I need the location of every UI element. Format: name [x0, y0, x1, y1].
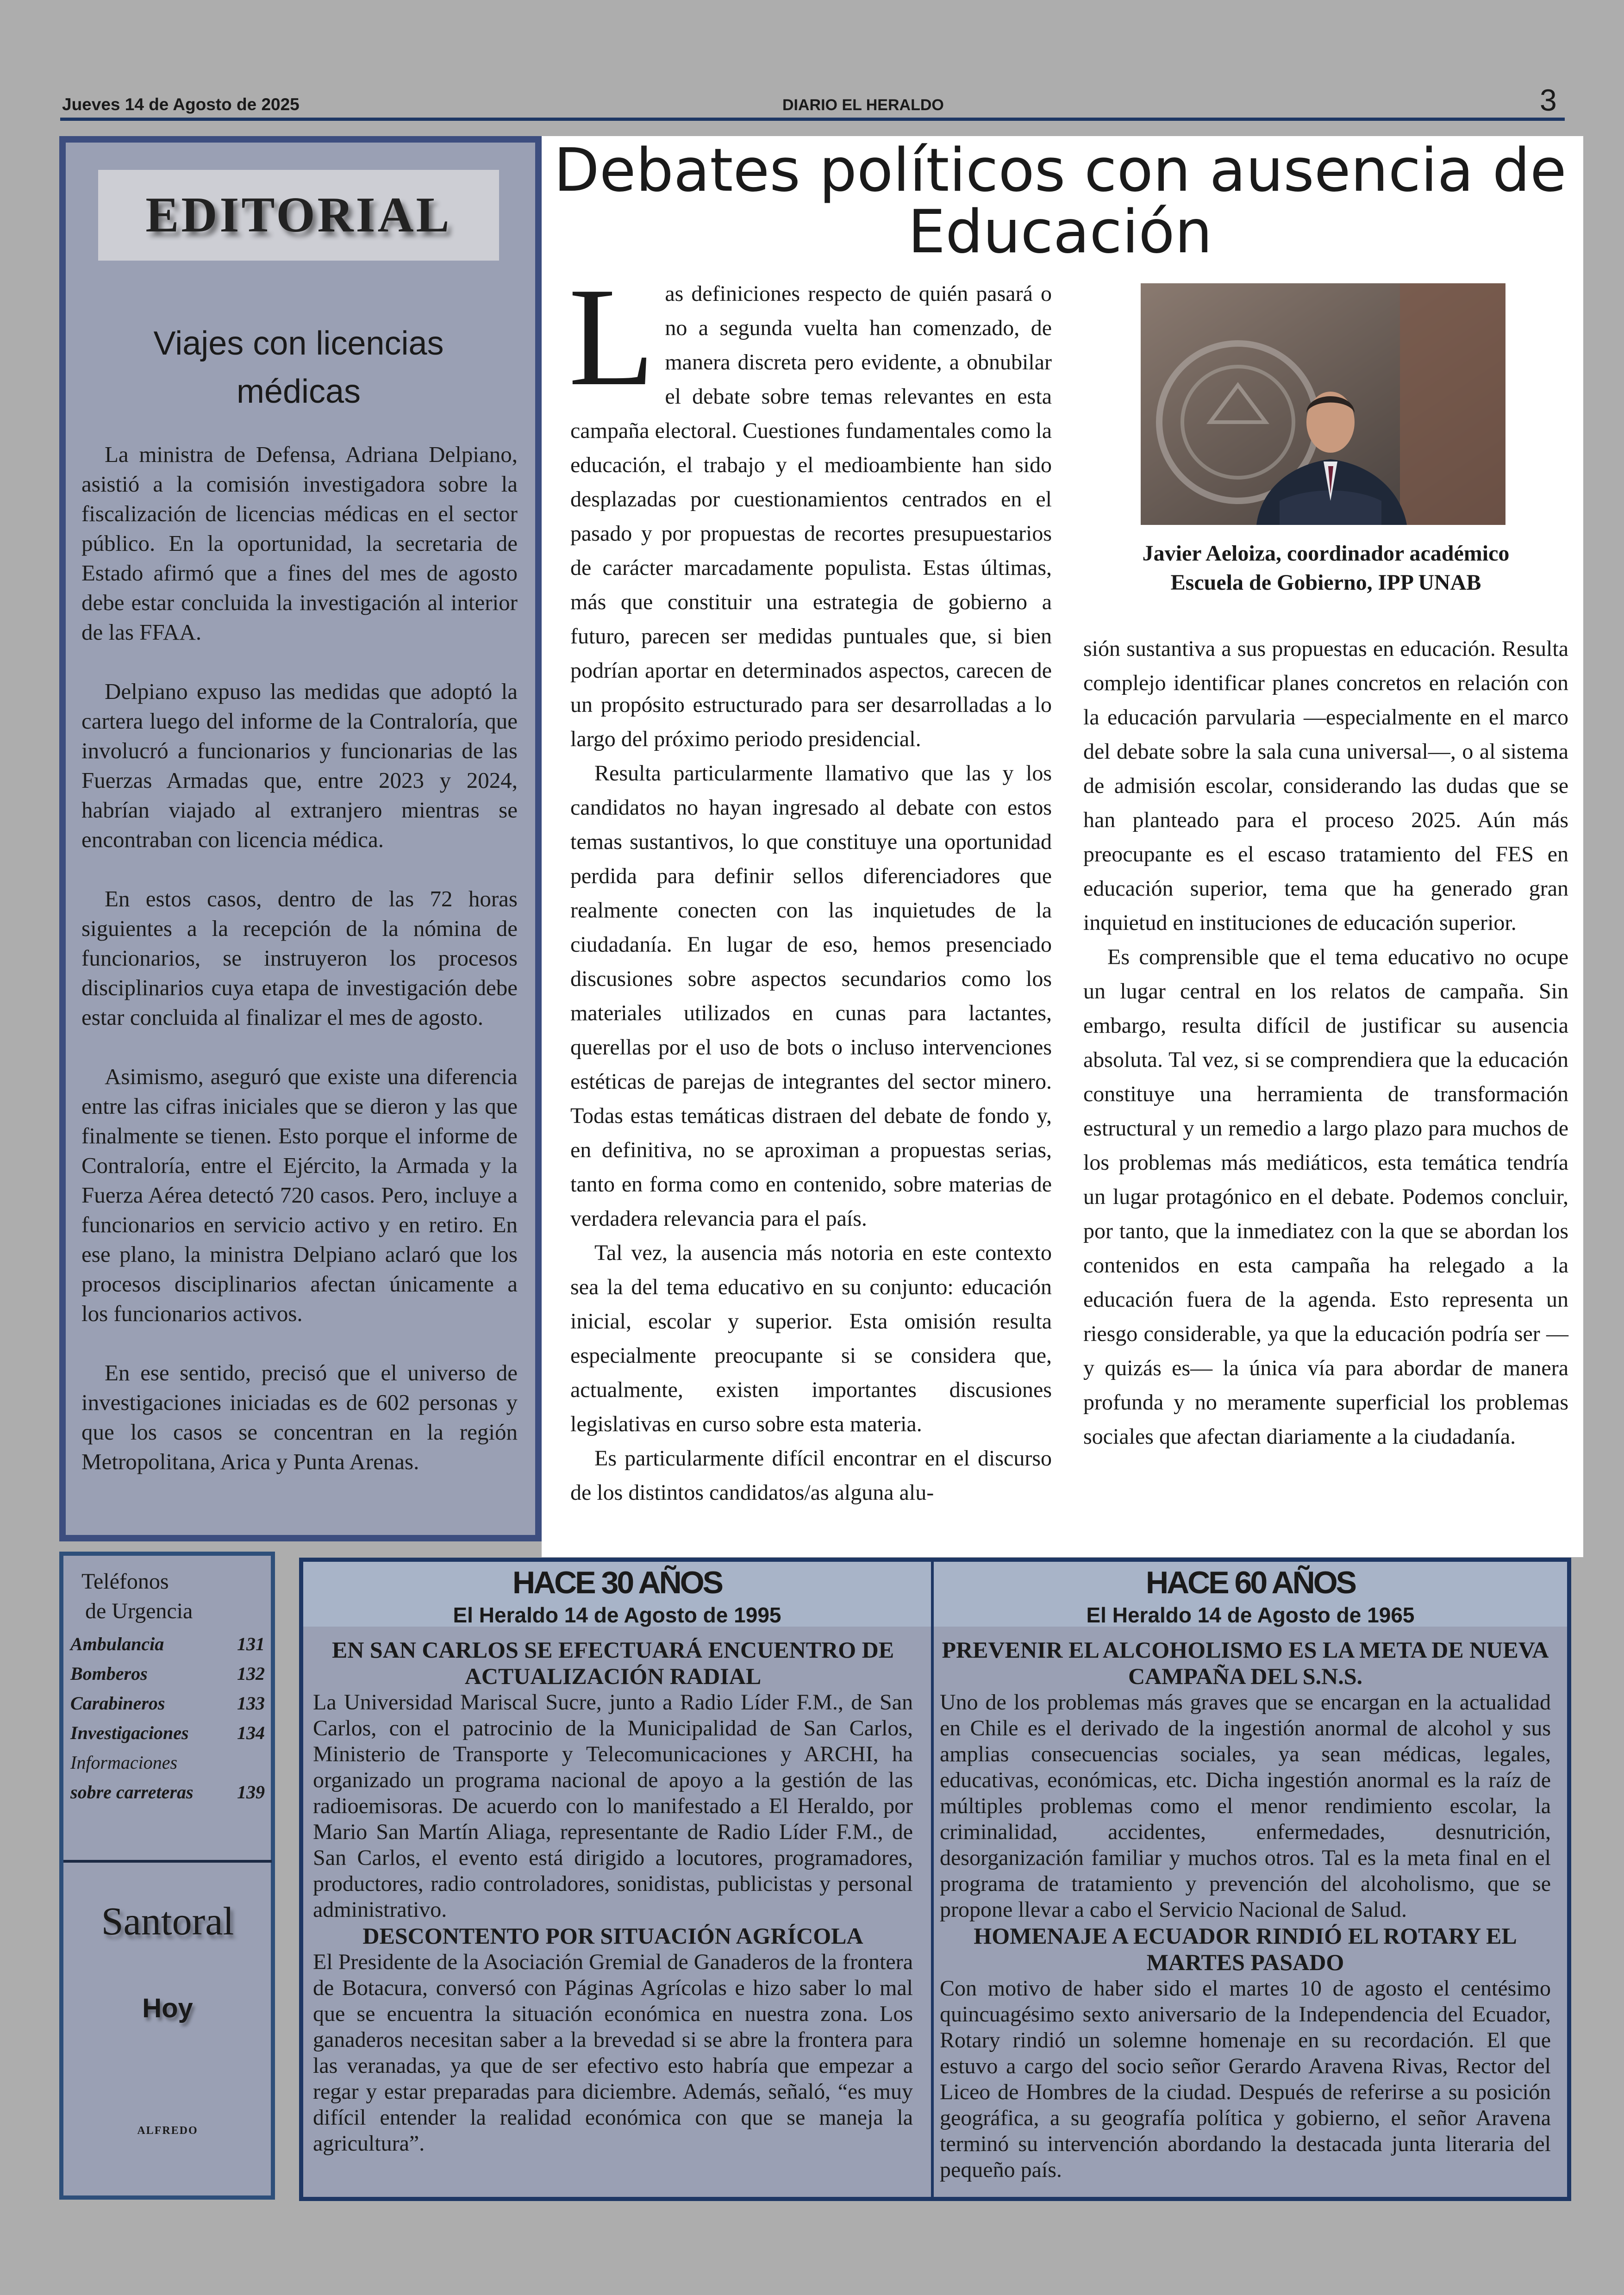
phone-number: 133 [237, 1693, 265, 1714]
story-headline: PREVENIR EL ALCOHOLISMO ES LA META DE NUEVA CAMPAÑA DEL S.N.S. [942, 1637, 1549, 1689]
santoral-saint-name: ALFREDO [137, 2125, 198, 2137]
archive-divider [931, 1560, 934, 2199]
phone-row [70, 1777, 265, 1807]
phone-number: 139 [237, 1782, 265, 1802]
editorial-paragraph: La ministra de Defensa, Adriana Delpiano, asistió a la comisión investigadora sobre la fiscalización de licencias médicas en el sector público. En la oportunidad, la secretaria de Estado afirmó que a fines del mes de agosto debe estar concluida la investigación al interior de las FFAA. [81, 442, 518, 645]
phone-number: 131 [237, 1634, 265, 1654]
phones-title-line: Teléfonos [81, 1569, 169, 1594]
phone-name: Carabineros [70, 1693, 165, 1714]
header-rule [60, 118, 1565, 121]
hace60-stories [940, 1637, 1551, 2183]
phones-title [81, 1567, 193, 1626]
phone-name: Investigaciones [70, 1722, 189, 1743]
sidebar-divider [63, 1860, 272, 1863]
editorial-paragraph: En ese sentido, precisó que el universo de investigaciones iniciadas es de 602 personas y que los casos se concentran en la región Metropolitana, Arica y Punta Arenas. [81, 1360, 518, 1474]
author-photo-image [1141, 283, 1505, 525]
phone-name: Bomberos [70, 1663, 148, 1684]
phone-name: sobre carreteras [70, 1782, 194, 1802]
phone-row [70, 1748, 265, 1777]
hace60-title: HACE 60 AÑOS [1145, 1565, 1355, 1600]
newspaper-name: DIARIO EL HERALDO [782, 96, 944, 114]
editorial-paragraph: Delpiano expuso las medidas que adoptó la cartera luego del informe de la Contraloría, que involucró a funcionarios y funcionarias de las Fuerzas Armadas que, entre 2023 y 2024, habrían viajado al extranjero mientras se encontraban con licencia médica. [81, 679, 518, 852]
story-body: La Universidad Mariscal Sucre, junto a Radio Líder F.M., de San Carlos, con el patrocinio de la Municipalidad de San Carlos, Ministerio de Transporte y Telecomunicaciones y ARCHI, ha organizado un programa nacional de apoyo a la gestión de las radioemisoras. De acuerdo con lo manifestado a El Heraldo, por Mario San Martín Aliaga, representante de Radio Líder F.M., de San Carlos, el evento está dirigido a locutores, programadores, productores, radio controladores, sonidistas, publicistas y personal administrativo. [313, 1690, 913, 1922]
article-paragraph: Tal vez, la ausencia más notoria en este contexto sea la del tema educativo en su conjunto: educación inicial, escolar y superior. Esta omisión resulta especialmente preocupante si se considera que, actualmente, existen importantes discusiones legislativas en curso sobre esta materia. [570, 1241, 1052, 1436]
story-headline: DESCONTENTO POR SITUACIÓN AGRÍCOLA [362, 1923, 863, 1949]
story-body: Con motivo de haber sido el martes 10 de agosto el centésimo quincuagésimo sexto aniversario de la Independencia del Ecuador, Rotary rindió un solemne homenaje en su recordación. El que estuvo a cargo del socio señor Gerardo Aravena Rivas, Rector del Liceo de Hombres de la ciudad. Después de referirse a su posición geográfica, a su geografía política y gobierno, el señor Aravena terminó su intervención abordando la destacada junta literaria del pequeño país. [940, 1976, 1551, 2182]
phone-name: Informaciones [70, 1752, 178, 1773]
hace60-subtitle: El Heraldo 14 de Agosto de 1965 [1086, 1603, 1415, 1627]
phones-title-line: de Urgencia [85, 1599, 193, 1623]
photo-caption-line: Javier Aeloiza, coordinador académico [1142, 541, 1510, 566]
phone-row [70, 1629, 265, 1659]
phones-list [70, 1629, 265, 1807]
article-paragraph: sión sustantiva a sus propuestas en educación. Resulta complejo identificar planes concretos en relación con la educación parvularia —especialmente en el marco del debate sobre la sala cuna universal—, o al sistema de admisión escolar, considerando las dudas que se han planteado para el proceso 2025. Aún más preocupante es el escaso tratamiento del FES en educación superior, tema que ha generado gran inquietud en instituciones de educación superior. [1083, 636, 1568, 935]
article-paragraph: Es particularmente difícil encontrar en el discurso de los distintos candidatos/as alguna alu- [570, 1446, 1052, 1505]
article-column-left [568, 258, 1052, 1510]
article-paragraph: Es comprensible que el tema educativo no ocupe un lugar central en los relatos de campaña. Sin embargo, resulta difícil de justificar su ausencia absoluta. Tal vez, si se comprendiera que la educación constituye una herramienta de transformación estructural y un remedio a largo plazo para muchos de los problemas más mediáticos, esta temática tendría un lugar protagónico en el debate. Podemos concluir, por tanto, que la inmediatez con la que se abordan los contenidos en esta campaña ha relegado a la educación fuera de la agenda. Esto representa un riesgo considerable, ya que la educación podría ser —y quizás es— la única vía para abordar de manera profunda y no meramente superficial los problemas sociales que afectan diariamente a la ciudadanía. [1083, 945, 1568, 1449]
editorial-paragraph: En estos casos, dentro de las 72 horas siguientes a la recepción de la nómina de funcionarios, se instruyeron los procesos disciplinarios cuya etapa de investigación debe estar concluida al finalizar el mes de agosto. [81, 886, 518, 1030]
article-column-right [1083, 632, 1568, 1454]
editorial-body [81, 440, 518, 1506]
santoral-title: Santoral [101, 1899, 234, 1943]
phone-number: 132 [237, 1663, 265, 1684]
phone-name: Ambulancia [70, 1634, 164, 1654]
phone-row [70, 1659, 265, 1689]
photo-caption-line: Escuela de Gobierno, IPP UNAB [1170, 570, 1481, 595]
editorial-banner [98, 170, 499, 261]
story-headline: HOMENAJE A ECUADOR RINDIÓ EL ROTARY EL MARTES PASADO [974, 1923, 1517, 1975]
story-body: El Presidente de la Asociación Gremial de Ganaderos de la frontera de Botacura, conversó con Páginas Agrícolas e hizo saber lo mal que se encuentra la situación económica en nuestra zona. Los ganaderos necesitan saber a la brevedad si se abre la frontera para las veranadas, ya que de ser efectivo esto habría que empezar a regar y estar preparadas para diciembre. Además, señaló, “es muy difícil entender la realidad económica con que se maneja la agricultura”. [313, 1950, 913, 2156]
phone-row [70, 1689, 265, 1718]
issue-date: Jueves 14 de Agosto de 2025 [62, 95, 300, 114]
hace30-stories [313, 1637, 913, 2157]
drop-cap: L [568, 258, 655, 415]
hace30-subtitle: El Heraldo 14 de Agosto de 1995 [453, 1603, 781, 1627]
story-headline: EN SAN CARLOS SE EFECTUARÁ ENCUENTRO DE ACTUALIZACIÓN RADIAL [331, 1637, 894, 1689]
article-paragraph [568, 258, 1052, 756]
page-number: 3 [1540, 83, 1557, 117]
phone-row [70, 1718, 265, 1748]
article-paragraph: Resulta particularmente llamativo que las y los candidatos no hayan ingresado al debate con estos temas sustantivos, lo que constituye una oportunidad perdida para definir sellos diferenciadores que realmente conecten con las inquietudes de la ciudadanía. En lugar de eso, hemos presenciado discusiones sobre aspectos secundarios como los materiales utilizados en cunas para lactantes, querellas por el uso de bots o incluso intervenciones estéticas de parejas de integrantes del sector minero. Todas estas temáticas distraen del debate de fondo y, en definitiva, no se aproximan a propuestas serias, tanto en forma como en contenido, sobre materias de verdadera relevancia para el país. [570, 761, 1052, 1231]
editorial-banner-label: EDITORIAL [145, 187, 452, 243]
santoral-today-label: Hoy [142, 1993, 193, 2023]
author-photo [1141, 283, 1505, 525]
story-body: Uno de los problemas más graves que se encargan en la actualidad en Chile es el derivado de la ingestión anormal de alcohol y sus amplias consecuencias sociales, ya sean médicas, legales, educativas, económicas, etc. Dicha ingestión anormal es la raíz de múltiples problemas como el menor rendimiento escolar, la criminalidad, accidentes, enfermedades, desnutrición, desorganización familiar y muchos otros. Tal es la meta final en el programa de tratamiento y prevención del alcoholismo, que se propone llevar a cabo el Servicio Nacional de Salud. [940, 1690, 1551, 1922]
phone-number: 134 [237, 1722, 265, 1743]
hace30-header [303, 1562, 931, 1627]
editorial-paragraph: Asimismo, aseguró que existe una diferencia entre las cifras iniciales que se dieron y las que finalmente se tienen. Esto porque el informe de Contraloría, entre el Ejército, la Armada y la Fuerza Aérea detectó 720 casos. Pero, incluye a funcionarios en servicio activo y en retiro. En ese plano, la ministra Delpiano aclaró que los procesos disciplinarios afectan únicamente a los funcionarios activos. [81, 1064, 518, 1326]
hace30-title: HACE 30 AÑOS [512, 1565, 722, 1600]
photo-caption [1083, 539, 1568, 597]
article-headline: Debates políticos con ausencia de Educación [554, 136, 1567, 267]
editorial-title: Viajes con licencias médicas [153, 325, 444, 411]
article-lead-text: as definiciones respecto de quién pasará o no a segunda vuelta han comenzado, de manera discreta pero evidente, a obnubilar el debate sobre temas relevantes en esta campaña electoral. Cuestiones fundamentales como la educación, el trabajo y el medioambiente han sido desplazadas por cuestionamientos centrados en el pasado y por propuestas de recortes presupuestarios de carácter marcadamente populista. Estas últimas, más que constituir una estrategia de gobierno a futuro, parecen ser medidas puntuales que, si bien podrían aportar en determinados aspectos, carecen de un propósito estructurado para ser desarrolladas a lo largo del próximo periodo presidencial. [570, 281, 1052, 751]
hace60-header [934, 1562, 1567, 1627]
